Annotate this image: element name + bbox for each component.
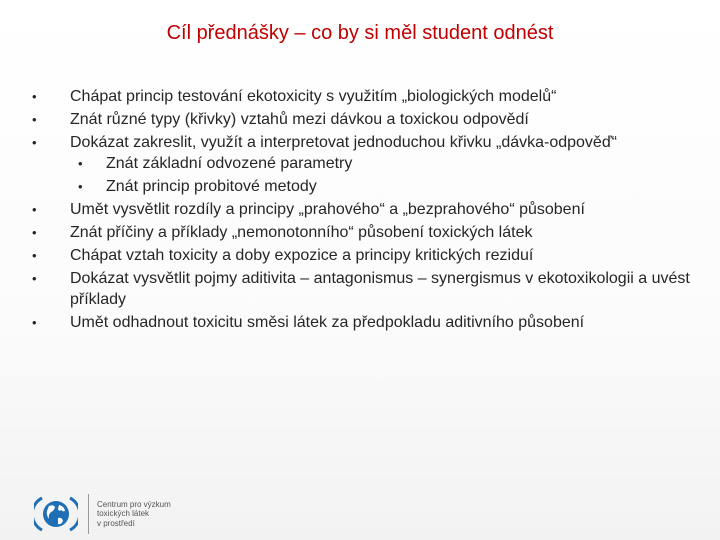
bullet-item bbox=[28, 199, 708, 220]
sub-bullet-text: Znát základní odvozené parametry bbox=[106, 155, 353, 172]
sub-list bbox=[70, 153, 708, 197]
logo-divider bbox=[88, 494, 89, 534]
logo-line: Centrum pro výzkum bbox=[97, 499, 171, 509]
bullet-item bbox=[28, 268, 708, 310]
objectives-list bbox=[28, 86, 708, 335]
sub-bullet-item bbox=[70, 176, 708, 197]
logo-text bbox=[97, 500, 171, 529]
bullet-item bbox=[28, 245, 708, 266]
bullet-text: Dokázat zakreslit, využít a interpretovat jednoduchou křivku „dávka-odpověď“ bbox=[70, 134, 617, 151]
recetox-logo bbox=[34, 494, 171, 534]
sub-bullet-text: Znát princip probitové metody bbox=[106, 178, 317, 195]
logo-line: v prostředí bbox=[97, 518, 135, 528]
slide-title: Cíl přednášky – co by si měl student odnést bbox=[166, 22, 554, 44]
bullet-item bbox=[28, 222, 708, 243]
bullet-text: Znát různé typy (křivky) vztahů mezi dávkou a toxickou odpovědí bbox=[70, 111, 529, 128]
bullet-text: Chápat vztah toxicity a doby expozice a principy kritických reziduí bbox=[70, 247, 534, 264]
bullet-item bbox=[28, 312, 708, 333]
bullet-item bbox=[28, 109, 708, 130]
globe-logo-icon bbox=[34, 494, 78, 534]
bullet-text: Znát příčiny a příklady „nemonotonního“ působení toxických látek bbox=[70, 224, 533, 241]
bullet-text: Umět vysvětlit rozdíly a principy „prahového“ a „bezprahového“ působení bbox=[70, 201, 585, 218]
bullet-text: Chápat princip testování ekotoxicity s využitím „biologických modelů“ bbox=[70, 88, 557, 105]
sub-bullet-item bbox=[70, 153, 708, 174]
bullet-text: Dokázat vysvětlit pojmy aditivita – antagonismus – synergismus v ekotoxikologii a uvést příklady bbox=[70, 270, 690, 308]
logo-line: toxických látek bbox=[97, 509, 150, 519]
bullet-text: Umět odhadnout toxicitu směsi látek za předpokladu aditivního působení bbox=[70, 314, 585, 331]
bullet-item bbox=[28, 86, 708, 107]
bullet-item bbox=[28, 132, 708, 197]
